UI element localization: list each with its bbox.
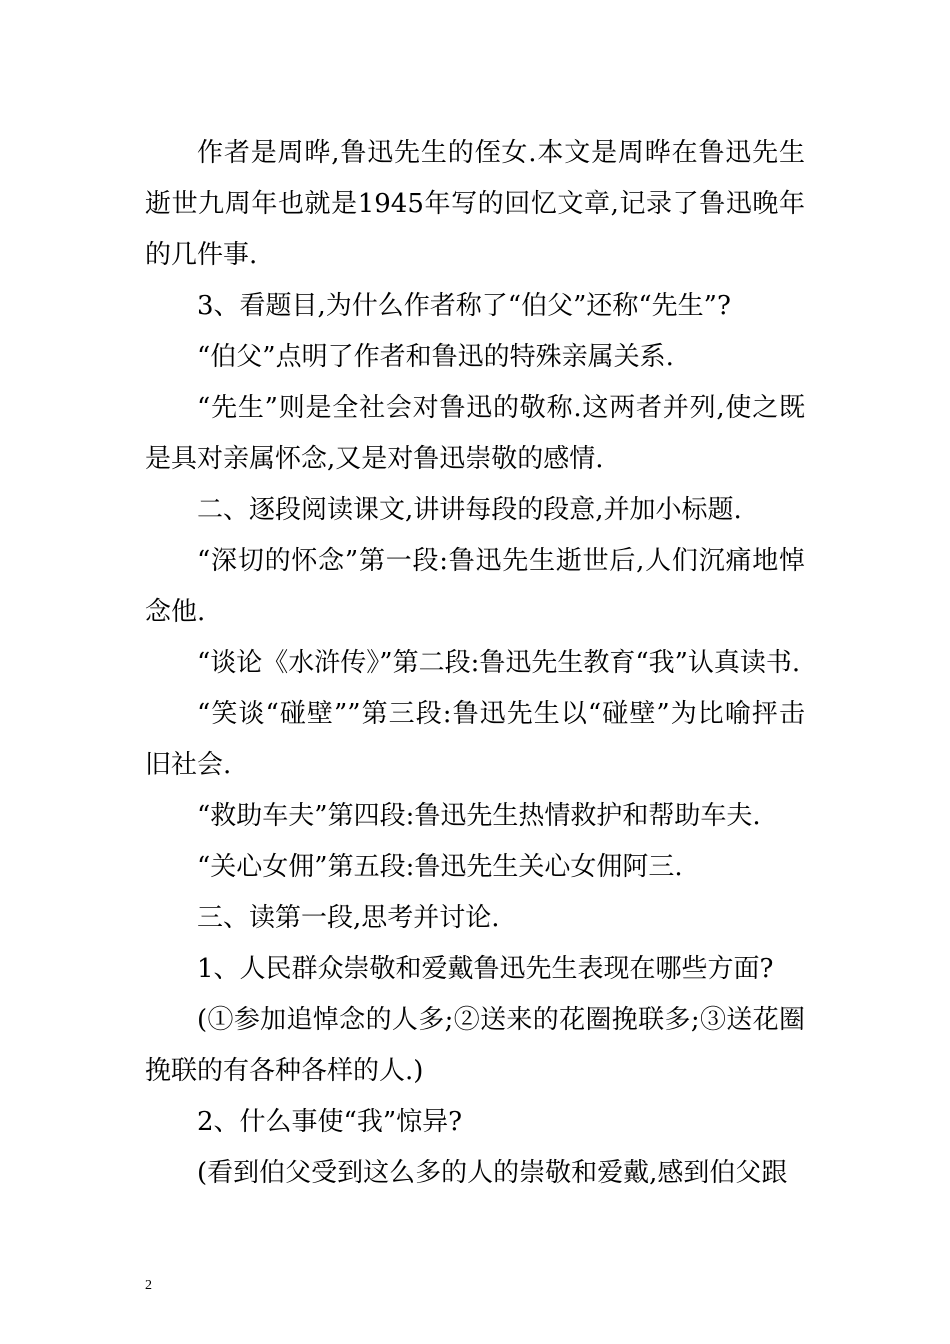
page-number: 2 — [145, 1278, 152, 1293]
paragraph-author-intro: 作者是周晔,鲁迅先生的侄女.本文是周晔在鲁迅先生逝世九周年也就是1945年写的回忆文章,记录了鲁迅晚年的几件事. — [145, 138, 805, 270]
paragraph-xiansheng-meaning: “先生”则是全社会对鲁迅的敬称.这两者并列,使之既是具对亲属怀念,又是对鲁迅崇敬的感情. — [145, 393, 805, 474]
paragraph-answer-2: (看到伯父受到这么多的人的崇敬和爱戴,感到伯父跟 — [197, 1158, 788, 1188]
paragraph-part-1-summary: “深切的怀念”第一段:鲁迅先生逝世后,人们沉痛地悼念他. — [145, 546, 805, 627]
paragraph-part-2-summary: “谈论《水浒传》”第二段:鲁迅先生教育“我”认真读书. — [197, 648, 801, 678]
paragraph-bofu-meaning: “伯父”点明了作者和鲁迅的特殊亲属关系. — [197, 342, 674, 372]
paragraph-question-3: 3、看题目,为什么作者称了“伯父”还称“先生”? — [197, 291, 731, 321]
paragraph-answer-1: (①参加追悼念的人多;②送来的花圈挽联多;③送花圈挽联的有各种各样的人.) — [145, 1005, 805, 1086]
body-text — [145, 128, 805, 1199]
paragraph-section-3-heading: 三、读第一段,思考并讨论. — [197, 903, 500, 933]
paragraph-part-5-summary: “关心女佣”第五段:鲁迅先生关心女佣阿三. — [197, 852, 683, 882]
paragraph-question-1: 1、人民群众崇敬和爱戴鲁迅先生表现在哪些方面? — [197, 954, 774, 984]
paragraph-part-3-summary: “笑谈“碰壁””第三段:鲁迅先生以“碰壁”为比喻抨击旧社会. — [145, 699, 805, 780]
paragraph-part-4-summary: “救助车夫”第四段:鲁迅先生热情救护和帮助车夫. — [197, 801, 761, 831]
paragraph-section-2-heading: 二、逐段阅读课文,讲讲每段的段意,并加小标题. — [197, 495, 742, 525]
paragraph-question-2: 2、什么事使“我”惊异? — [197, 1107, 463, 1137]
